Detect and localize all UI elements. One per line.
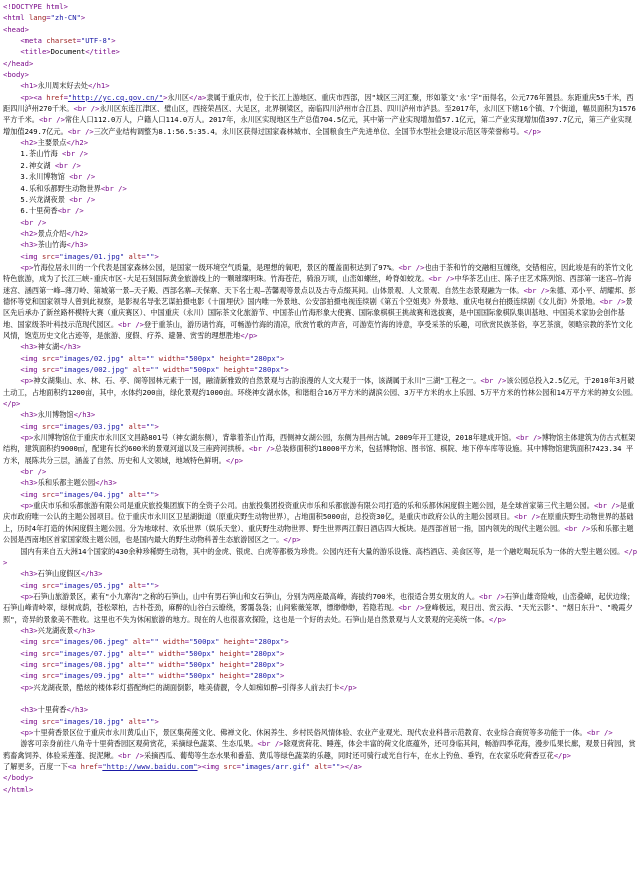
code-line[interactable]: <p><a href="http://yc.cq.gov.cn/">永川区</a>隶属于重庆市，位于长江上游地区、重庆市西部，因"城区三河汇聚，形如篆文'永'字"而得名，公元776年置县。东距重庆55千米，西距四川泸州270千米。<br />永川区东连江津区、璧山区，西接荣昌区、大足区，北界铜梁区，南临四川泸州市合江县、四川泸州市泸县。至2017年，永川区下辖16个镇、7个街道，幅员面积为1576平方千米。<br />常住人口112.0万人，户籍人口114.0万人。2017年，永川区实现地区生产总值704.5亿元，其中第一产业实现增加值57.1亿元，第二产业实现增加值397.7亿元，第三产业实现增加值249.7亿元。<br />三次产业结构调整为8.1:56.5:35.4。永川区获得过国家森林城市、全国粮食生产先进单位、全国节水型社会建设示范区等荣誉称号。</p> [3,92,636,136]
code-line[interactable]: <img src="images/002.jpg" alt="" width="500px" height="280px"> [20,365,289,374]
code-line[interactable]: <img src="images/10.jpg" alt=""> [20,716,159,726]
code-line[interactable]: <img src="images/06.jpeg" alt="" width="500px" height="280px"> [20,637,289,647]
code-line[interactable]: 5.兴龙湖夜景 <br /> [3,194,96,204]
code-line[interactable]: <br /> [20,467,47,477]
code-line[interactable]: <h3>神女湖</h3> [20,342,81,352]
code-line[interactable]: <h3>永川博物馆</h3> [20,410,96,420]
code-line[interactable]: <p>竹海位居永川的一个代表是国家森林公园，是国家一级环境空气质量，是理想的氧吧，景区的覆盖面积达到了97%。<br />也由于茶和竹的交融相互缠绕，交错相应，因此竣是有的茶竹文化特色旅游，成为了长江三峡-重庆市区-大足石刻国际黄金旅游线上的一颗璀璨明珠。竹海苍茫，骑浪万顷，山峦如螺丝，岭脊如蛟龙。<br />中华茶艺山庄、陈子庄艺术陈列馆、西部第一迷宫—竹海迷宫、涵西第一峰—薄刀岭、第城第一景—天子殿、西部名寨—天保寨、天下名士观—苦馨观等景点以及古寺点缀其间。山体景观、人文景观、自然生态景观融为一体。<br />朱德、邓小平、胡耀邦、彭德怀等党和国家领导人曾到此视察，是影视名导张艺谋拍摄电影《十面埋伏》国内唯一外景地、公安部拍摄电视连续剧《第五个空姐夷》外景地、重庆电视台拍摄连续剧《女儿街》外景地。<br />景区先后承办了新丝路杯模特大赛（重庆赛区）、中国重庆（永川）国际茶文化旅游节、中国茶山竹海形象大使赛、国际象棋棋王挑战赛和选拔赛，是中国国际象棋队集训基地、中国美术家协会创作基地、国家级茶叶科技示范现代园区。<br />登于重茶山，游历诸竹海，可畅游竹海的清凉，欣赏竹歌的声音，可游览竹海的诗意，享受采茶的乐趣，可欣赏民族茶俗，享艺茶演，领略宗教的茶竹文化风情，饱览历史文化古迹等，是旅游、度假、疗养、避暑、赏雪的理想胜地</p> [3,262,636,340]
code-line[interactable]: <p>石笋山旅游景区，素有"小九寨沟"之称的石笋山，山中有男石笋山和女石笋山，分别为两座最高峰，海拔约700米，也很适合男女朋友的人。<br />石笋山雄奇险峻，山峦叠嶂，起伏边缘；石笋山峰青岭翠，绿树成荫，苍松翠柏，古朴苍劲，麻醉的山谷白云缭绕，雾霭袅袅；山间紫薇笼罩，缥缈缈缈，若隐若现。<br />登峰极远，观日出、赏云海、"天光云影"、"烟日东升"、"晚霞夕照"，奇异的景象美不胜收。这里也不失为休闲旅游的地方。现在的人也很喜欢探险，这也是一个好的去处。石笋山是自然景观与人文景观的完美统一体。</p> [3,591,635,624]
code-line[interactable]: <title>Document</title> [20,47,120,57]
code-line[interactable]: <h3>十里荷香</h3> [20,705,89,715]
code-line[interactable]: 国内有来自五大洲14个国家的430余种珍稀野生动物，其中的金虎、银虎、白虎等都极为珍贵。公园内还有大量的游乐设施、高档酒店、美食区等，是一个融吃喝玩乐为一体的大型主题公园。</p> [3,546,638,567]
code-line[interactable]: </html> [3,784,34,794]
code-line[interactable]: <p>兴龙湖夜景，酷炫的楼体彩灯搭配绚烂的湖面倒影，唯美倩靓，令人如痴如醉~引得多人前去打卡</p> [20,682,357,692]
code-line[interactable]: 游客可亲身前往八角寺十里荷香园区观荷赏花，采摘绿色蔬菜、生态瓜果。<br />除观赏荷花、睡莲，体会丰富的荷文化底蕴外，还可身临其间，畅游四季花海，漫步瓜果长廊，观景日荷园，赏鸦畜禽饲养、体验采莲蓬、捉泥鳅。<br />采摘西瓜、葡萄等生态水果和番茄、黄瓜等绿色蔬菜的乐趣，同时还可骑行或光自行车，在水上钓鱼、垂钓，在农家乐吃荷香豆花</p> [3,739,636,760]
code-line[interactable]: </body> [3,773,34,783]
code-line[interactable]: <h3>乐和乐都主题公园</h3> [20,478,117,488]
code-line[interactable]: <br /> [20,217,47,227]
code-line[interactable]: 3.永川博物馆 <br /> [3,172,96,182]
code-line[interactable]: <html lang="zh-CN"> [3,13,86,23]
code-line[interactable]: <body> [3,70,29,80]
code-line[interactable]: <p>神女湖集山、水、林、石、亭、阁等园林元素于一园，融清新雅致的自然景观与古韵浪漫的人文大观于一体，该湖属于永川"三湖"工程之一。<br />该公园总投入2.5亿元，于2010年3月破土动工，占地面积约1200亩，其中，水体约200亩，绿化景观约1000亩。环绕神女湖水体，和谐组合16万平方米的湖滨公园、3万平方米的水上乐园、5万平方米的竹林公园和14万平方米的神女公园。</p> [3,376,638,409]
code-line[interactable]: <img src="images/01.jpg" alt=""> [20,251,159,261]
code-line[interactable]: <img src="images/05.jpg" alt=""> [20,580,159,590]
code-line[interactable]: 2.神女湖 <br /> [3,160,81,170]
code-line[interactable]: <p>十里荷香景区位于重庆市永川黄瓜山下，景区集荷莲文化、佛禅文化、休闲养生、乡村民俗风情体验、农业产业观光、现代农业科普示范教育、农业综合商贸等多功能于一体。<br /> [20,728,613,737]
code-line[interactable]: <img src="images/07.jpg" alt="" width="500px" height="280px"> [20,648,285,658]
code-line[interactable]: <h2>景点介绍</h2> [20,228,89,238]
code-line[interactable]: 6.十里荷香<br /> [3,206,84,216]
code-line[interactable]: <p>永川博物馆位于重庆市永川区文昌路801号（神女湖东侧），背靠着茶山竹海，西侧神女湖公园，东侧为昌州古城。2009年开工建设，2018年建成开馆。<br />博物馆主体建筑为仿古式框架结构，建筑面积约9000㎡，配建有长约600米的景观河道以及三座跨河拱桥。<br />总装修面积约18000平方米，包括博物馆、图书馆、棋院、地下停车库等设施。其中博物馆建筑面积7423.34 平方米，展陈共分三层，涵盖了自然、历史和人文领域，地域特色鲜明。</p> [3,433,636,465]
code-line[interactable]: 1.茶山竹海 <br /> [3,149,89,159]
code-line[interactable]: </head> [3,58,34,68]
code-line[interactable]: 了解更多，百度一下<a href="http://www.baidu.com"><img src="images/arr.gif" alt=""></a> [3,762,362,772]
code-line[interactable]: <h3>石笋山度假区</h3> [20,569,103,579]
code-line[interactable]: <h2>主要景点</h2> [20,138,89,148]
code-line[interactable]: <img src="images/03.jpg" alt=""> [20,421,159,431]
code-line[interactable]: <h3>茶山竹海</h3> [20,240,89,250]
code-line[interactable]: <head> [3,24,29,34]
code-line[interactable]: <img src="images/08.jpg" alt="" width="500px" height="280px"> [20,659,285,669]
code-line[interactable]: <img src="images/04.jpg" alt=""> [20,489,159,499]
code-line[interactable]: <h1>永川周末好去处</h1> [20,81,110,91]
code-line[interactable]: <p>重庆市乐和乐都旅游有限公司是重庆旅投集团旗下的全资子公司。由旅投集团投资重庆市乐和乐都旅游有限公司打造的乐和乐都休闲度假主题公园，是全球首家第三代主题公园。<br />是重庆市政府唯一公认的主题公园项目。位于重庆市永川区卫星湖街道（原重庆野生动物世界），占地面积5000亩，总投资30亿，是重庆市政府公认的主题公园项目。<br />在原重庆野生动物世界的基础上，历时4年打造的休闲度假主题公园。分为地球村、欢乐世界（娱乐天堂）、重庆野生动物世界、野生世界两江假日酒店四大板块。是西部首屈一指，国内领先的现代主题公园。<br />乐和乐都主题公园是西南地区首家国家级主题公园，也是国内最大的野生动物科普生态旅游园区之一。</p> [3,501,635,545]
code-line[interactable] [3,693,638,704]
code-line[interactable]: <meta charset="UTF-8"> [20,36,116,46]
code-line[interactable]: <img src="images/09.jpg" alt="" width="500px" height="280px"> [20,671,285,681]
code-line[interactable]: <!DOCTYPE html> [3,2,68,11]
code-line[interactable]: <h3>兴龙湖夜景</h3> [20,625,96,635]
code-line[interactable]: <img src="images/02.jpg" alt="" width="500px" height="280px"> [20,353,285,363]
code-line[interactable]: 4.乐和乐都野生动物世界<br /> [3,183,127,193]
